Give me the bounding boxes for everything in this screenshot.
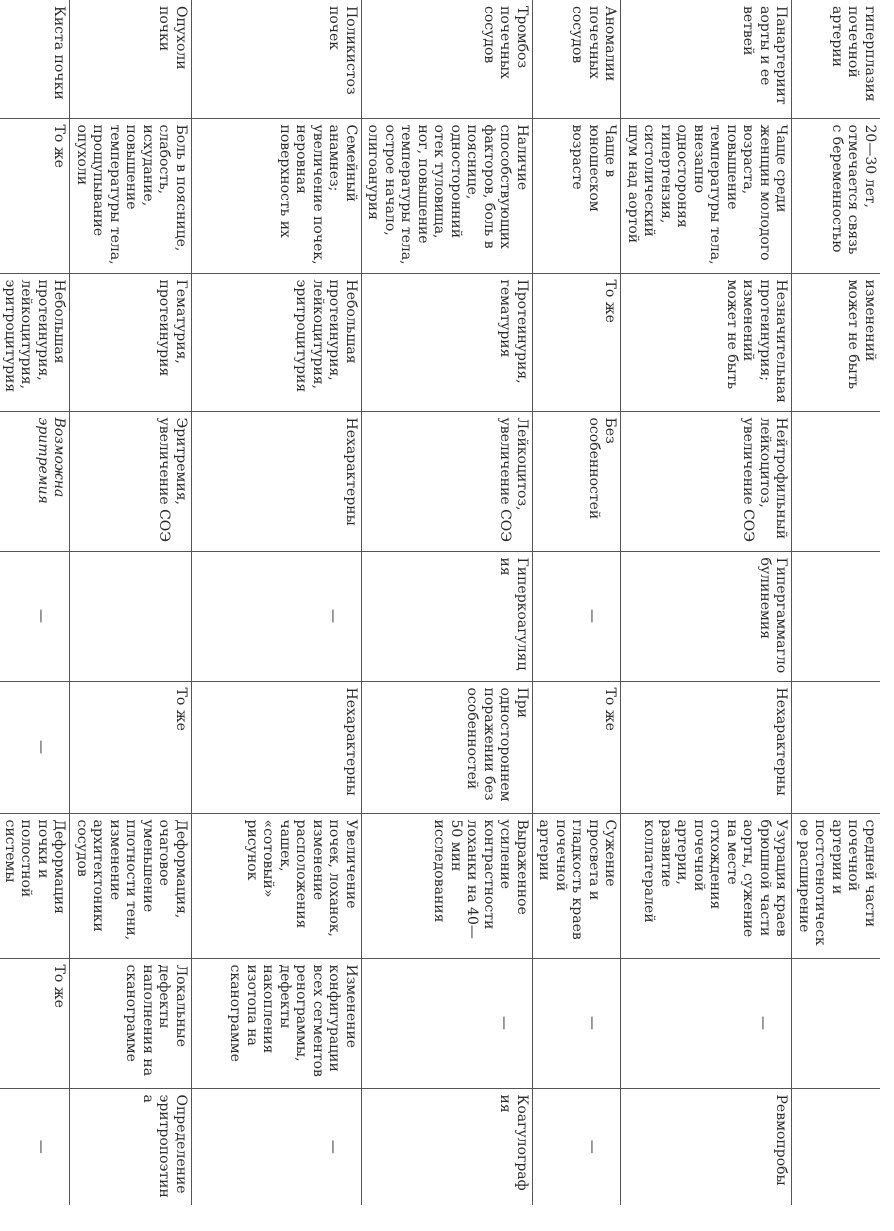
cell-isotope: — bbox=[621, 958, 792, 1088]
cell-extra: — bbox=[0, 1088, 70, 1205]
cell-isotope: — bbox=[533, 958, 622, 1088]
cell-biochem bbox=[792, 551, 880, 681]
cell-disease: Киста почки bbox=[0, 0, 70, 118]
cell-xray: Нехарактерны bbox=[192, 681, 362, 813]
cell-extra: — bbox=[192, 1088, 362, 1205]
cell-extra: — bbox=[533, 1088, 622, 1205]
cell-urine: Небольшая протеинурия, лейкоцитурия, эритроцитурия bbox=[0, 273, 70, 411]
cell-angio: Выраженное усиление контрастности лоханки на 40—50 мин исследования bbox=[362, 813, 533, 958]
cell-urine: Небольшая протеинурия, лейкоцитурия, эритроцитурия bbox=[192, 273, 362, 411]
cell-anamnesis: Боль в пояснице, слабость, исхудание, повышение температуры тела, прощупывание опухоли bbox=[70, 118, 192, 273]
cell-blood: Возможна эритремия bbox=[0, 411, 70, 551]
cell-blood bbox=[792, 411, 880, 551]
cell-xray: — bbox=[0, 681, 70, 813]
cell-angio: Деформация, очаговое уменьшение плотности тени, изменение архитектоники сосудов bbox=[70, 813, 192, 958]
table-row bbox=[70, 0, 192, 1205]
cell-extra bbox=[792, 1088, 880, 1205]
cell-isotope: То же bbox=[0, 958, 70, 1088]
table-row bbox=[621, 0, 792, 1205]
cell-anamnesis: Наличие способствующих факторов, боль в пояснице, односторонний отек туловища, ног, повышение температуры тела, острое начало, олигоанурия bbox=[362, 118, 533, 273]
cell-urine: То же bbox=[533, 273, 622, 411]
cell-xray bbox=[792, 681, 880, 813]
cell-biochem: Гипергаммаглобулинемия bbox=[621, 551, 792, 681]
cell-disease: Панартериит аорты и ее ветвей bbox=[621, 0, 792, 118]
cell-urine: изменений может не быть bbox=[792, 273, 880, 411]
cell-disease: Аномалии почечных сосудов bbox=[533, 0, 622, 118]
cell-urine: Протеинурия, гематурия bbox=[362, 273, 533, 411]
cell-xray: При одностороннем поражении без особенностей bbox=[362, 681, 533, 813]
table-row bbox=[533, 0, 622, 1205]
cell-disease: Опухоли почки bbox=[70, 0, 192, 118]
cell-isotope: Изменение конфигурации всех сегментов ренограммы, дефекты накопления изотопа на сканограмме bbox=[192, 958, 362, 1088]
cell-biochem: — bbox=[192, 551, 362, 681]
cell-angio: средней части почечной артерии и постстенотическое расширение bbox=[792, 813, 880, 958]
cell-xray: Нехарактерны bbox=[621, 681, 792, 813]
cell-biochem: — bbox=[0, 551, 70, 681]
cell-isotope bbox=[792, 958, 880, 1088]
cell-xray: То же bbox=[533, 681, 622, 813]
cell-anamnesis: Семейный анамнез; увеличение почек, неровная поверхность их bbox=[192, 118, 362, 273]
cell-disease: Тромбоз почечных сосудов bbox=[362, 0, 533, 118]
cell-anamnesis: 20—30 лет, отмечается связь с беременностью bbox=[792, 118, 880, 273]
table-row bbox=[192, 0, 362, 1205]
cell-extra: Ревмопробы bbox=[621, 1088, 792, 1205]
cell-anamnesis: Чаще среди женщин молодого возраста, повышение температуры тела, внезапно одностороняя гипертензия, систолический шум над аортой bbox=[621, 118, 792, 273]
cell-isotope: — bbox=[362, 958, 533, 1088]
cell-anamnesis: То же bbox=[0, 118, 70, 273]
cell-urine: Незначительная протеинурия; изменений может не быть bbox=[621, 273, 792, 411]
table-row bbox=[362, 0, 533, 1205]
cell-extra: Определение эритропоэтина bbox=[70, 1088, 192, 1205]
cell-angio: Узурация краев брюшной части аорты, сужение на месте отхождения почечной артерии, развитие коллатералей bbox=[621, 813, 792, 958]
cell-urine: Гематурия, протеинурия bbox=[70, 273, 192, 411]
cell-angio: Сужение просвета и гладкость краев почечной артерии bbox=[533, 813, 622, 958]
table-row bbox=[0, 0, 70, 1205]
table-row bbox=[792, 0, 880, 1205]
cell-angio: Деформация почки и полостной системы bbox=[0, 813, 70, 958]
cell-anamnesis: Чаще в юношеском возрасте bbox=[533, 118, 622, 273]
cell-extra: Коагулография bbox=[362, 1088, 533, 1205]
cell-blood: Нехарактерны bbox=[192, 411, 362, 551]
cell-blood: Без особенностей bbox=[533, 411, 622, 551]
cell-xray: То же bbox=[70, 681, 192, 813]
cell-angio: Увеличение почек, лоханок, изменение расположения чашек, «сотовый» рисунок bbox=[192, 813, 362, 958]
cell-disease: гиперплазия почечной артерии bbox=[829, 6, 878, 102]
cell-blood: Лейкоцитоз, увеличение СОЭ bbox=[362, 411, 533, 551]
cell-disease: Поликистоз почек bbox=[192, 0, 362, 118]
cell-blood: Нейтрофильный лейкоцитоз, увеличение СОЭ bbox=[621, 411, 792, 551]
cell-biochem: Гиперкоагуляция bbox=[362, 551, 533, 681]
cell-blood: Эритремия, увеличение СОЭ bbox=[70, 411, 192, 551]
cell-biochem: — bbox=[533, 551, 622, 681]
cell-isotope: Локальные дефекты наполнения на сканограмме bbox=[70, 958, 192, 1088]
cell-biochem bbox=[70, 551, 192, 681]
